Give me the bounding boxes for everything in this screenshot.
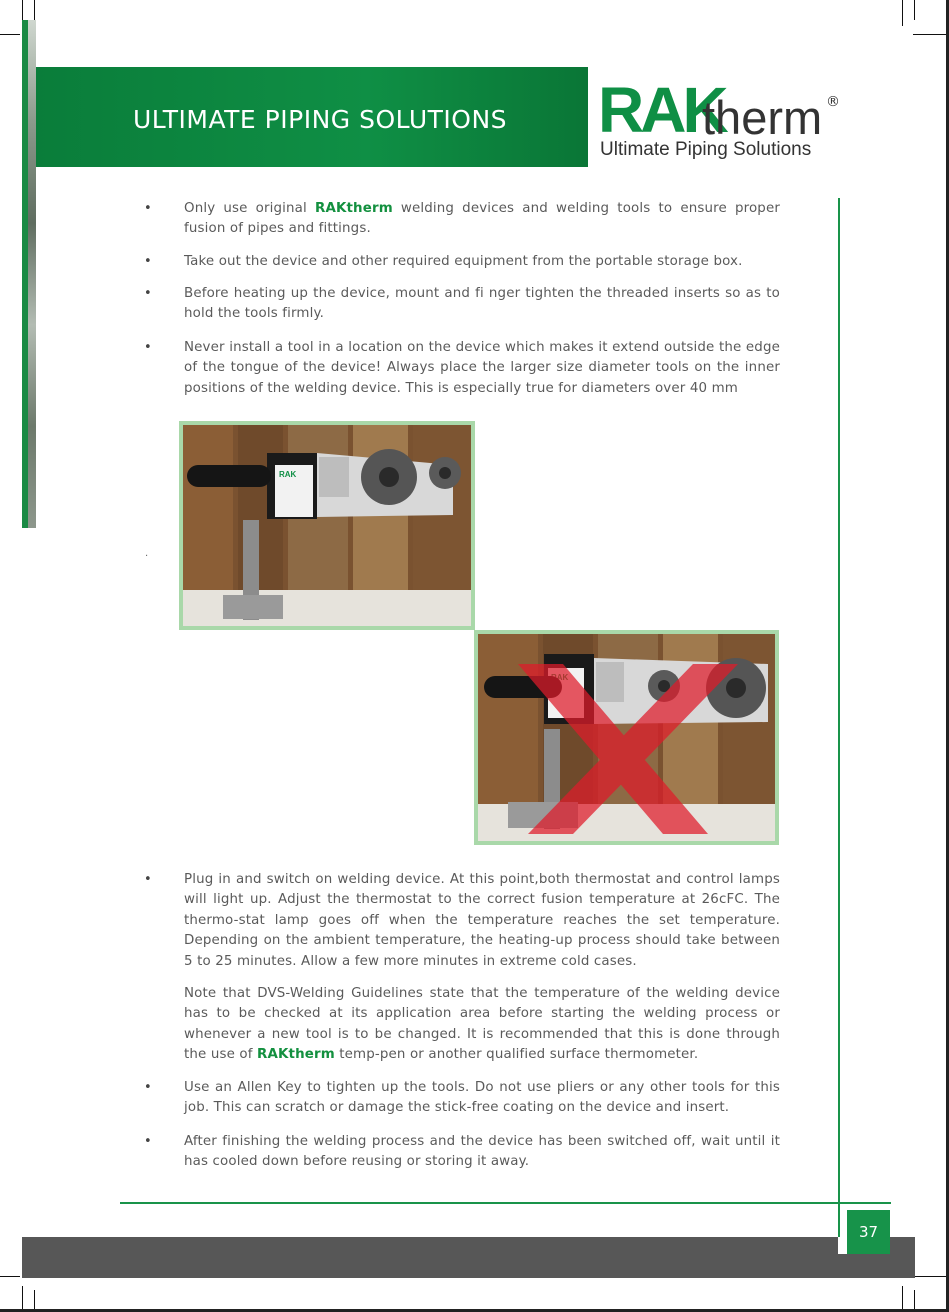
stray-dot: .: [145, 548, 149, 559]
note-text: Note that DVS-Welding Guidelines state that the temperature of the welding device has to be checked at its application area before starting the welding process or whenever a new tool is to be changed. It is recommended that this is done through the use of RAKtherm temp-pen or another qualified surface thermometer.: [184, 986, 780, 1063]
list-item-text: Before heating up the device, mount and fi nger tighten the threaded inserts so as to hold the tools firmly.: [184, 286, 780, 322]
photo-label-text: RAK: [279, 470, 297, 479]
crop-mark: [34, 1290, 35, 1310]
photo-device-incorrect: [474, 630, 779, 845]
crop-mark: [0, 1276, 20, 1277]
crop-mark: [914, 0, 915, 20]
bullet: •: [144, 340, 152, 355]
bullet: •: [144, 1134, 152, 1149]
crop-mark: [902, 0, 903, 26]
bullet: •: [144, 872, 152, 887]
bullet: •: [144, 286, 152, 301]
logo-registered: ®: [826, 94, 840, 110]
crop-mark: [913, 34, 949, 35]
page-number: 37: [847, 1210, 890, 1254]
list-item-text: Take out the device and other required equipment from the portable storage box.: [184, 254, 743, 269]
list-item-text: Only use original RAKtherm welding devices and welding tools to ensure proper fusion of pipes and fittings.: [184, 201, 780, 237]
logo-tagline: Ultimate Piping Solutions: [600, 139, 812, 160]
crop-mark: [0, 34, 20, 35]
list-item-text: Use an Allen Key to tighten up the tools. Do not use pliers or any other tools for this job. This can scratch or damage the stick-free coating on the device and insert.: [184, 1080, 780, 1116]
crop-mark: [914, 1290, 915, 1310]
footer-rule: [120, 1202, 891, 1204]
footer-bar: [22, 1237, 915, 1278]
list-item-text: Never install a tool in a location on the device which makes it extend outside the edge of the tongue of the device! Always place the larger size diameter tools on the inner positions of the welding device. This is especially true for diameters over 40 mm: [184, 340, 780, 396]
photo-device-correct: [179, 421, 475, 630]
list-item-text: After finishing the welding process and the device has been switched off, wait until it has cooled down before reusing or storing it away.: [184, 1134, 780, 1170]
bleed-strip-accent: [22, 20, 28, 528]
bullet: •: [144, 201, 152, 216]
crop-mark: [913, 1276, 949, 1277]
margin-rule: [838, 198, 840, 1254]
brand-name: RAKtherm: [314, 201, 393, 216]
list-item-text: Plug in and switch on welding device. At this point,both thermostat and control lamps will light up. Adjust the thermostat to the correct fusion temperature at 26cFC. The thermo-stat lamp goes off when the temperature reaches the set temperature. Depending on the ambient temperature, the heating-up process should take between 5 to 25 minutes. Allow a few more minutes in extreme cold cases.: [184, 872, 780, 969]
bullet: •: [144, 254, 152, 269]
raktherm-logo: [598, 74, 848, 170]
logo-word: therm: [702, 91, 823, 144]
logo-mark: RAK: [598, 74, 725, 146]
crop-mark: [34, 0, 35, 20]
bullet: •: [144, 1080, 152, 1095]
brand-name: RAKtherm: [257, 1047, 335, 1063]
banner-title: ULTIMATE PIPING SOLUTIONS: [133, 105, 508, 134]
